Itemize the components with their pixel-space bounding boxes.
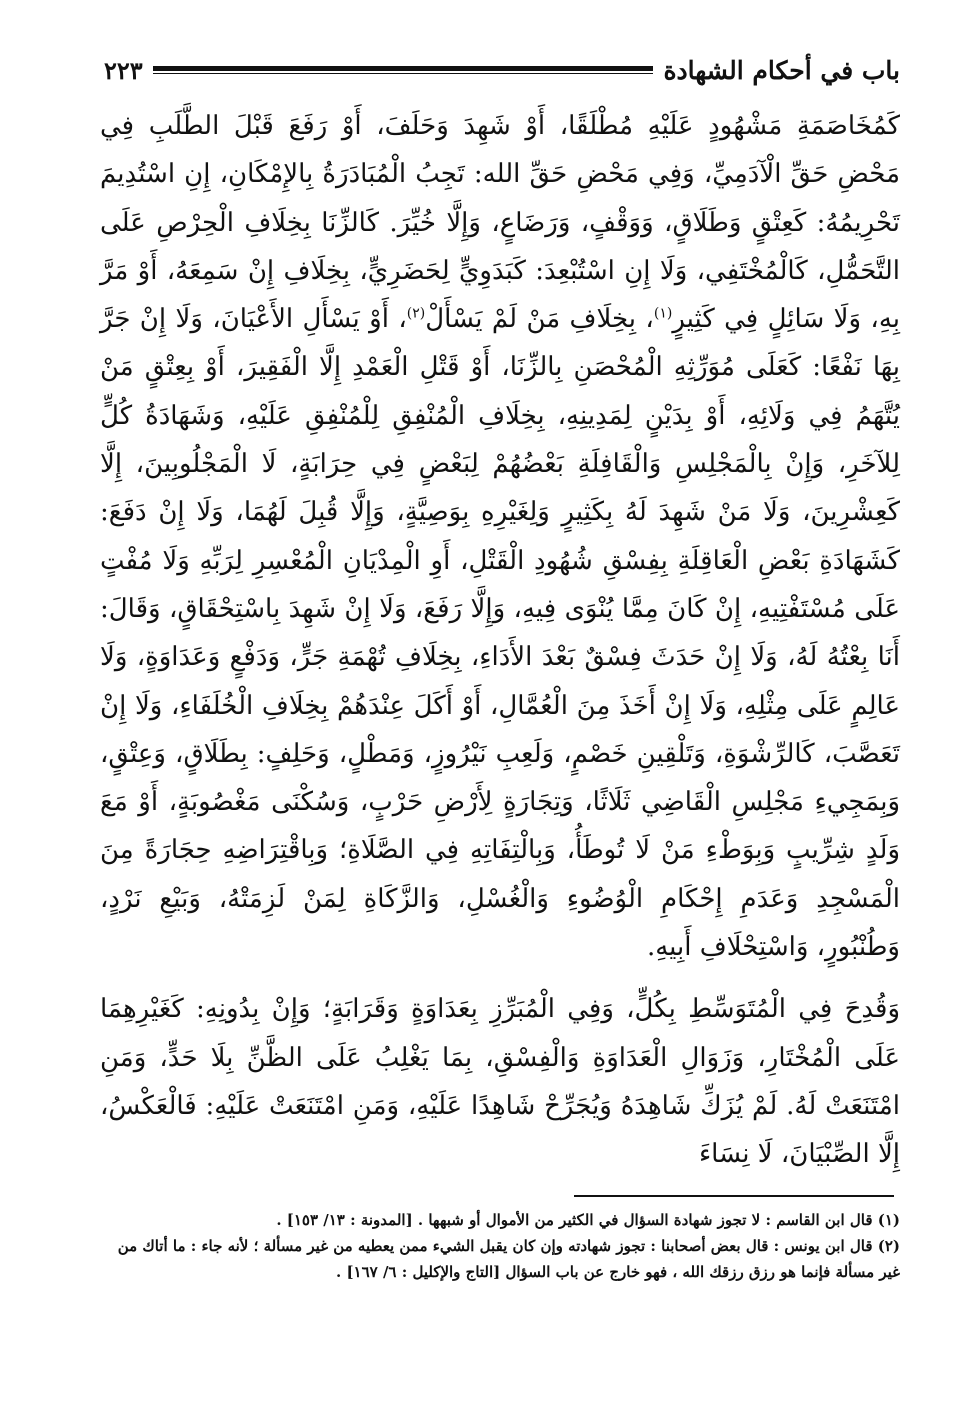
running-title: باب في أحكام الشهادة xyxy=(663,55,900,85)
main-text xyxy=(100,102,900,1179)
footnote-2: (٢) قال ابن يونس : قال بعض أصحابنا : تجوز شهادته وإن كان يقبل الشيء ممن يعطيه من غير مسألة ؛ لأنه جاء : ما أتاك من غير مسألة فإنما هو رزق رزقك الله ، فهو خارج عن باب السؤال [التاج والإكليل : ٦/ ١٦٧] . xyxy=(117,1237,900,1281)
paragraph-1-part-2: ، بِخِلَافِ مَنْ لَمْ يَسْأَلْ xyxy=(425,304,654,335)
footnote-ref-1: (١) xyxy=(653,305,673,322)
footnote-1: (١) قال ابن القاسم : لا تجوز شهادة السؤال في الكثير من الأموال أو شبهها . [المدونة : ١٣/ ١٥٣] . xyxy=(276,1211,900,1229)
paragraph-1 xyxy=(100,102,900,971)
paragraph-1-part-3: ، أَوْ يَسْأَلِ الأَعْيَانَ، وَلَا إِنْ جَرَّ بِهَا نَفْعًا: كَعَلَى مُوَرِّثِهِ الْمُحْصَنِ بِالزِّنَا، أَوْ قَتْلِ الْعَمْدِ إِلَّا الْفَقِيرَ، أَوْ بِعِتْقٍ مَنْ يُتَّهَمُ فِي وَلَائِهِ، أَوْ بِدَيْنٍ لِمَدِينِهِ، بِخِلَافِ الْمُنْفِقِ لِلْمُنْفِقِ عَلَيْهِ، وَشَهَادَةُ كُلٍّ لِلآخَرِ، وَإِنْ بِالْمَجْلِسِ وَالْقَافِلَةِ بَعْضُهُمْ لِبَعْضٍ فِي حِرَابَةٍ، لَا الْمَجْلُوبِينَ، إِلَّا كَعِشْرِينَ، وَلَا مَنْ شَهِدَ لَهُ بِكَثِيرٍ وَلِغَيْرِهِ بِوَصِيَّةٍ، وَإِلَّا قُبِلَ لَهُمَا، وَلَا إِنْ دَفَعَ: كَشَهَادَةِ بَعْضِ الْعَاقِلَةِ بِفِسْقِ شُهُودِ الْقَتْلِ، أَوِ الْمِدْيَانِ الْمُعْسِرِ لِرَبِّهِ وَلَا مُفْتٍ عَلَى مُسْتَفْتِيهِ، إِنْ كَانَ مِمَّا يُنْوَى فِيهِ، وَإِلَّا رَفَعَ، وَلَا إِنْ شَهِدَ بِاسْتِحْقَاقٍ، وَقَالَ: أَنَا بِعْتُهُ لَهُ، وَلَا إِنْ حَدَثَ فِسْقٌ بَعْدَ الأَدَاءِ، بِخِلَافِ تُهْمَةِ جَرٍّ، وَدَفْعٍ وَعَدَاوَةٍ، وَلَا عَالِمٍ عَلَى مِثْلِهِ، وَلَا إِنْ أَخَذَ مِنَ الْعُمَّالِ، أَوْ أَكَلَ عِنْدَهُمْ بِخِلَافِ الْخُلَفَاءِ، وَلَا إِنْ تَعَصَّبَ، كَالرِّشْوَةِ، وَتَلْقِينِ خَصْمٍ، وَلَعِبِ نَيْرُوزٍ، وَمَطْلٍ، وَحَلِفٍ: بِطَلَاقٍ، وَعِتْقٍ، وَبِمَجِيءِ مَجْلِسِ الْقَاضِي ثَلَاثًا، وَتِجَارَةٍ لِأَرْضِ حَرْبٍ، وَسُكْنَى مَغْصُوبَةٍ، أَوْ مَعَ وَلَدٍ شِرِّيبٍ وَبِوَطْءِ مَنْ لَا تُوطَأُ، وَبِالْتِفَاتِهِ فِي الصَّلَاةِ؛ وَبِاقْتِرَاضِهِ حِجَارَةً مِنَ الْمَسْجِدِ وَعَدَمِ إِحْكَامِ الْوُضُوءِ وَالْغُسْلِ، وَالزَّكَاةِ لِمَنْ لَزِمَتْهُ، وَبَيْعِ نَرْدٍ، وَطُنْبُورٍ، وَاسْتِحْلَافِ أَبِيهِ. xyxy=(100,304,900,963)
page-header xyxy=(104,50,900,90)
footnote-separator xyxy=(574,1195,894,1197)
footnote-ref-2: (٢) xyxy=(406,305,426,322)
header-rule xyxy=(153,66,654,74)
paragraph-1-part-1: كَمُخَاصَمَةِ مَشْهُودٍ عَلَيْهِ مُطْلَقًا، أَوْ شَهِدَ وَحَلَفَ، أَوْ رَفَعَ قَبْلَ الطَّلَبِ فِي مَحْضِ حَقِّ الْآدَمِيِّ، وَفِي مَحْضِ حَقِّ الله: تَجِبُ الْمُبَادَرَةُ بِالإِمْكَانِ، إِنِ اسْتُدِيمَ تَحْرِيمُهُ: كَعِتْقٍ وَطَلَاقٍ، وَوَقْفٍ، وَرَضَاعٍ، وَإِلَّا خُيِّرَ. كَالزِّنَا بِخِلَافِ الْحِرْصِ عَلَى التَّحَمُّلِ، كَالْمُخْتَفِي، وَلَا إِنِ اسْتُبْعِدَ: كَبَدَوِيٍّ لِحَضَرِيٍّ، بِخِلَافِ إِنْ سَمِعَهُ، أَوْ مَرَّ بِهِ، وَلَا سَائِلٍ فِي كَثِيرٍ xyxy=(100,111,900,335)
footnotes xyxy=(100,1207,900,1285)
paragraph-2: وَقُدِحَ فِي الْمُتَوَسِّطِ بِكُلٍّ، وَفِي الْمُبَرِّزِ بِعَدَاوَةٍ وَقَرَابَةٍ؛ وَإِنْ بِدُونِهِ: كَغَيْرِهِمَا عَلَى الْمُخْتَارِ، وَزَوَالِ الْعَدَاوَةِ وَالْفِسْقِ، بِمَا يَغْلِبُ عَلَى الظَّنِّ بِلَا حَدٍّ، وَمَنِ امْتَنَعَتْ لَهُ. لَمْ يُزَكِّ شَاهِدَهُ وَيُجَرِّحْ شَاهِدًا عَلَيْهِ، وَمَنِ امْتَنَعَتْ عَلَيْهِ: فَالْعَكْسُ، إِلَّا الصِّبْيَانَ، لَا نِسَاءَ xyxy=(100,994,900,1170)
page-number: ٢٢٣ xyxy=(104,55,143,85)
